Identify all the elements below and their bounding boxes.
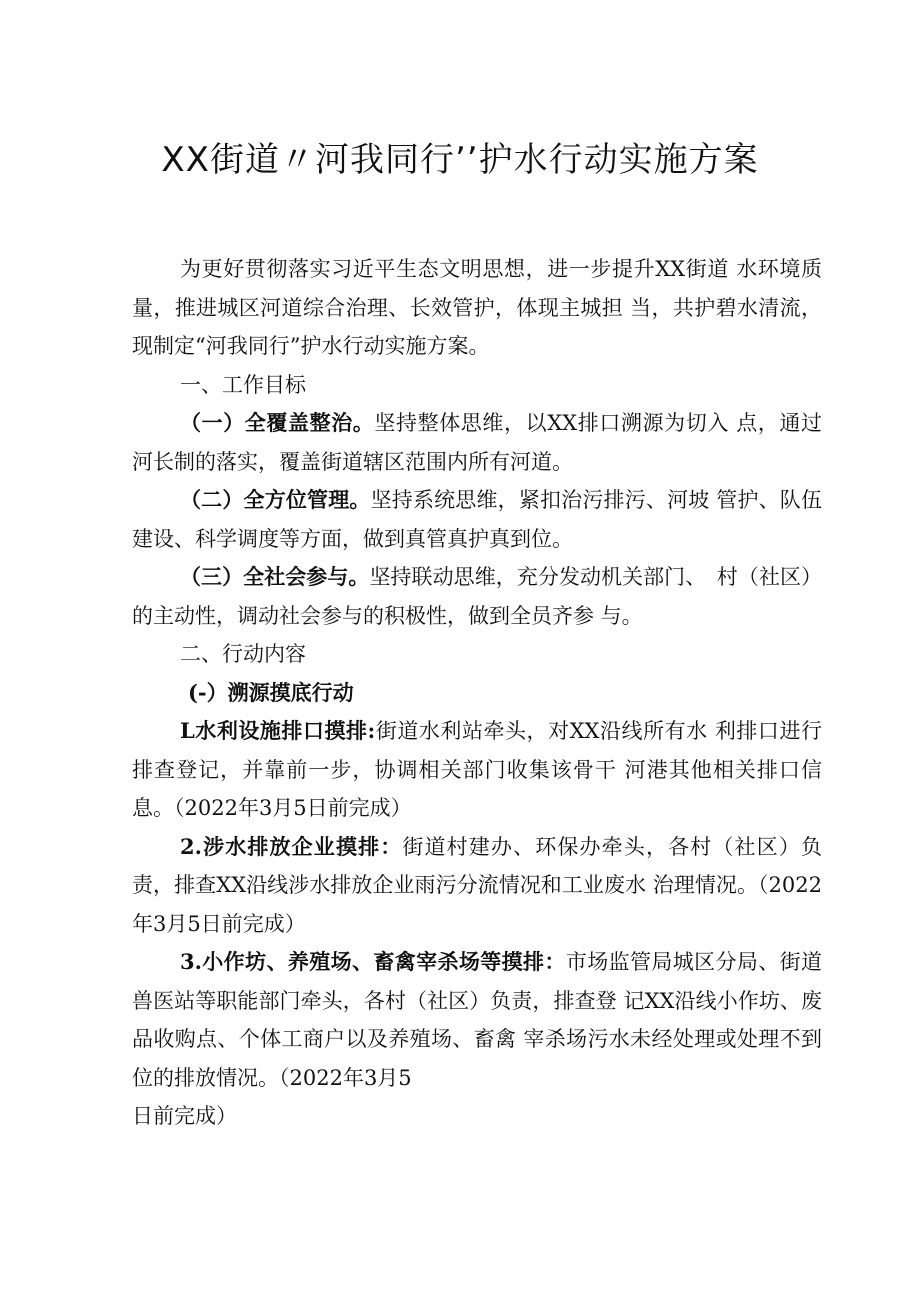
action-item-3 [132, 943, 822, 1097]
goal-item-3 [132, 558, 822, 635]
section-heading-actions: 二、行动内容 [180, 642, 306, 666]
action-item-lead: 3.小作坊、养殖场、畜禽宰杀场等摸排： [180, 949, 566, 974]
subsection-heading-tracing: (-）溯源摸底行动 [188, 679, 354, 705]
goal-item-text: 坚持联动思维，充分发动机关部门、 村（社区）的主动性，调动社会参与的积极性，做到全员齐参 与。 [132, 565, 823, 628]
action-item-lead: L水利设施排口摸排: [180, 718, 376, 743]
action-item-2 [132, 828, 822, 944]
document-body [132, 250, 822, 1136]
action-item-text: 街道水利站牵头，对XX沿线所有水 利排口进行排查登记，并靠前一步，协调相关部门收集该骨干 河港其他相关排口信息。（2022年3月5日前完成） [132, 719, 822, 820]
document-title: XX街道〃河我同行’’护水行动实施方案 [161, 140, 759, 180]
goal-item-1 [132, 404, 822, 481]
goal-item-lead: （一）全覆盖整治。 [180, 410, 375, 435]
section-heading-goals: 一、工作目标 [180, 372, 306, 397]
action-item-3-tail: 日前完成） [132, 1104, 237, 1128]
goal-item-lead: （二）全方位管理。 [180, 487, 371, 512]
goal-item-text: 坚持整体思维，以XX排口溯源为切入 点，通过河长制的落实，覆盖街道辖区范围内所有河道。 [132, 411, 822, 474]
intro-paragraph: 为更好贯彻落实习近平生态文明思想，进一步提升XX街道 水环境质量，推进城区河道综合治理、长效管护，体现主城担 当，共护碧水清流，现制定“河我同行”护水行动实施方案。 [132, 257, 822, 358]
goal-item-text: 坚持系统思维，紧扣治污排污、河坡 管护、队伍建设、科学调度等方面，做到真管真护真到位。 [132, 488, 822, 551]
goal-item-lead: （三）全社会参与。 [180, 564, 370, 589]
action-item-text: 街道村建办、环保办牵头，各村（社区）负责，排查XX沿线涉水排放企业雨污分流情况和工业废水 治理情况。（2022年3月5日前完成） [132, 834, 822, 936]
action-item-text: 市场监管局城区分局、街道兽医站等职能部门牵头，各村（社区）负责，排查登 记XX沿线小作坊、废品收购点、个体工商户以及养殖场、畜禽 宰杀场污水未经处理或处理不到位的排放情况。（2022年3月5 [132, 950, 823, 1090]
action-item-1 [132, 712, 822, 828]
action-item-lead: 2.涉水排放企业摸排： [180, 833, 403, 859]
goal-item-2 [132, 481, 822, 558]
